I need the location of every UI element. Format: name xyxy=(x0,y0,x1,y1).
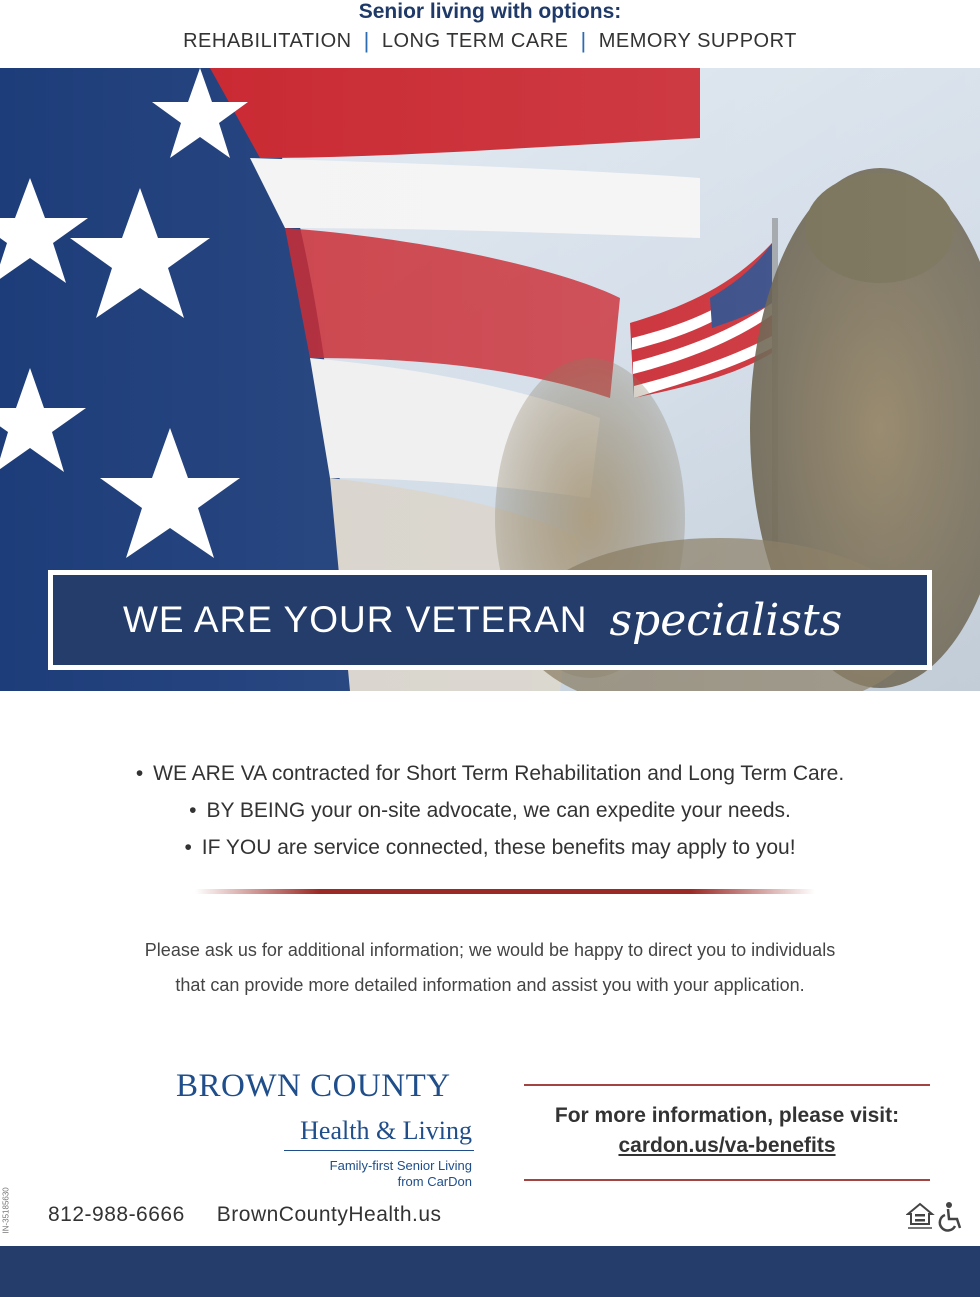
header xyxy=(0,0,980,68)
note-line-1: Please ask us for additional information; we would be happy to direct you to individuals xyxy=(144,940,836,960)
list-item: • BY BEING your on-site advocate, we can expedite your needs. xyxy=(189,799,791,822)
benefits-list xyxy=(0,755,980,866)
headline-script: specialists xyxy=(609,594,843,646)
list-item: • IF YOU are service connected, these benefits may apply to you! xyxy=(184,836,796,859)
option-long-term-care: LONG TERM CARE xyxy=(381,29,569,52)
compliance-badges xyxy=(906,1200,966,1234)
option-rehabilitation: REHABILITATION xyxy=(183,29,352,52)
wheelchair-accessible-icon xyxy=(940,1202,960,1230)
headline-main: WE ARE YOUR VETERAN xyxy=(123,599,588,640)
logo-underline xyxy=(284,1150,474,1151)
care-options xyxy=(0,28,980,54)
note-line-2: that can provide more detailed information and assist you with your application. xyxy=(175,975,805,995)
contact-line xyxy=(48,1203,442,1227)
divider xyxy=(195,889,815,894)
headline-banner-inner xyxy=(53,575,927,665)
list-item: • WE ARE VA contracted for Short Term Rehabilitation and Long Term Care. xyxy=(135,762,845,785)
separator: | xyxy=(580,28,587,53)
logo-name: BROWN COUNTY xyxy=(176,1068,451,1104)
website-link[interactable]: BrownCountyHealth.us xyxy=(216,1203,442,1226)
footer-bar xyxy=(0,1246,980,1297)
brown-county-logo xyxy=(176,1068,486,1193)
ad-code: IN-35185630 xyxy=(1,1187,11,1234)
equal-housing-icon xyxy=(908,1204,932,1229)
phone-number[interactable]: 812-988-6666 xyxy=(48,1203,185,1226)
info-label: For more information, please visit: xyxy=(554,1104,900,1127)
header-title: Senior living with options: xyxy=(358,0,622,23)
headline-banner xyxy=(48,570,932,670)
logo-sub: Health & Living xyxy=(300,1116,472,1145)
info-note xyxy=(0,933,980,1003)
more-info-box xyxy=(524,1084,930,1181)
separator: | xyxy=(363,28,370,53)
hero-image xyxy=(0,68,980,691)
benefits-link[interactable]: cardon.us/va-benefits xyxy=(618,1134,836,1157)
logo-tagline: Family-first Senior Living from CarDon xyxy=(329,1158,472,1189)
option-memory-support: MEMORY SUPPORT xyxy=(598,29,797,52)
